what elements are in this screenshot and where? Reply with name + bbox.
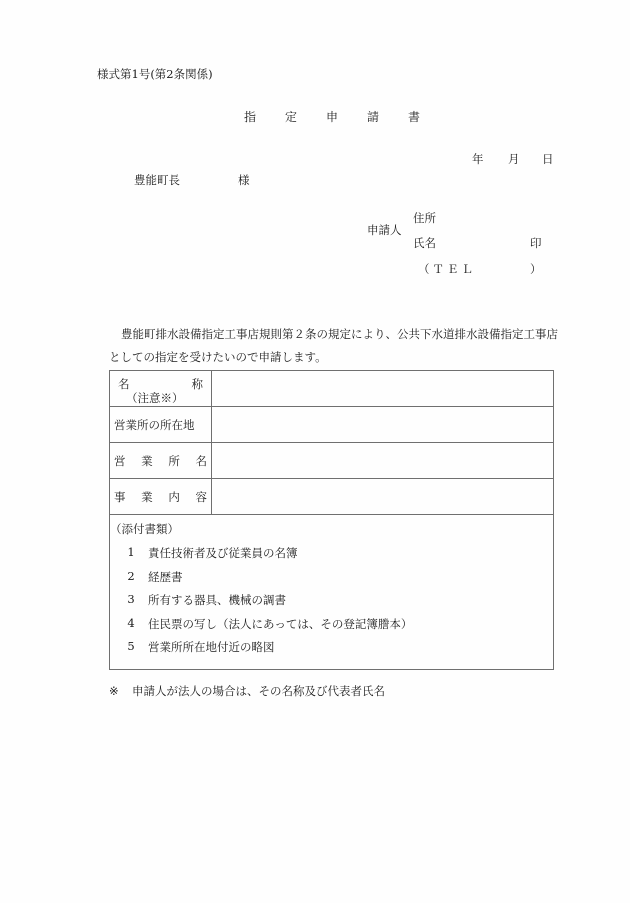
attachment-text: 経歴書 [148,569,183,584]
label-char: 営 [114,453,126,468]
attachment-text: 所有する器具、機械の調書 [148,593,286,608]
name-value-field[interactable] [212,371,554,407]
title-char: 書 [408,110,421,124]
label-char: 業 [141,453,153,468]
addressee-name: 豊能町長 [134,173,180,187]
note-mark: ※ [109,684,119,698]
date-month: 月 [508,152,520,166]
name-label-right: 称 [191,377,203,391]
application-form-table [109,370,554,670]
table-row-office-name [110,443,554,479]
title-char: 請 [367,110,380,124]
table-row-name [110,371,554,407]
attachment-item [110,545,553,569]
attachment-item [110,616,553,640]
business-label [110,479,212,515]
label-char: 所 [168,453,180,468]
attachment-item [110,592,553,616]
title-char: 指 [244,110,257,124]
footnote [109,683,385,699]
title-char: 申 [326,110,339,124]
attachment-number: 5 [127,639,135,654]
tel-close-paren: ） [530,262,542,276]
label-char: 事 [114,489,126,504]
table-row-business [110,479,554,515]
addressee-honorific: 様 [238,173,250,187]
label-char: 内 [168,489,180,504]
name-label-cell [110,371,212,407]
tel-label: （ＴＥＬ [418,262,476,276]
table-row-attachments [110,515,554,670]
office-name-label [110,443,212,479]
label-char: 名 [195,453,207,468]
address-label: 住所 [413,211,436,225]
applicant-label: 申請人 [367,223,402,237]
name-label: 氏名 [413,236,436,250]
date-year: 年 [472,152,484,166]
seal-mark: 印 [530,236,542,250]
attachment-number: 4 [127,615,135,630]
date-day: 日 [542,152,554,166]
name-label-left: 名 [118,377,130,391]
office-name-field[interactable] [212,443,554,479]
note-text: 申請人が法人の場合は、その名称及び代表者氏名 [132,684,385,698]
attachment-text: 責任技術者及び従業員の名簿 [148,546,298,561]
attachment-item [110,569,553,593]
office-location-label: 営業所の所在地 [110,407,212,443]
attachment-number: 1 [127,545,135,560]
name-caution: （注意※） [126,391,184,405]
attachment-text: 住民票の写し（法人にあっては、その登記簿謄本） [148,616,413,631]
label-char: 容 [195,489,207,504]
attachment-text: 営業所所在地付近の略図 [148,640,275,655]
statement-line-1: 豊能町排水設備指定工事店規則第２条の規定により、公共下水道排水設備指定工事店 [121,327,558,341]
attachment-item [110,639,553,663]
attachments-title: （添付書類） [110,522,179,537]
form-number: 様式第1号(第2条関係) [97,67,213,81]
office-location-field[interactable] [212,407,554,443]
document-title [244,108,449,125]
application-statement [109,323,569,369]
attachments-cell [110,515,554,670]
attachment-number: 3 [127,592,135,607]
title-char: 定 [285,110,298,124]
table-row-office-location [110,407,554,443]
business-field[interactable] [212,479,554,515]
statement-line-2: としての指定を受けたいので申請します。 [109,350,327,364]
label-char: 業 [141,489,153,504]
attachment-number: 2 [127,568,135,583]
